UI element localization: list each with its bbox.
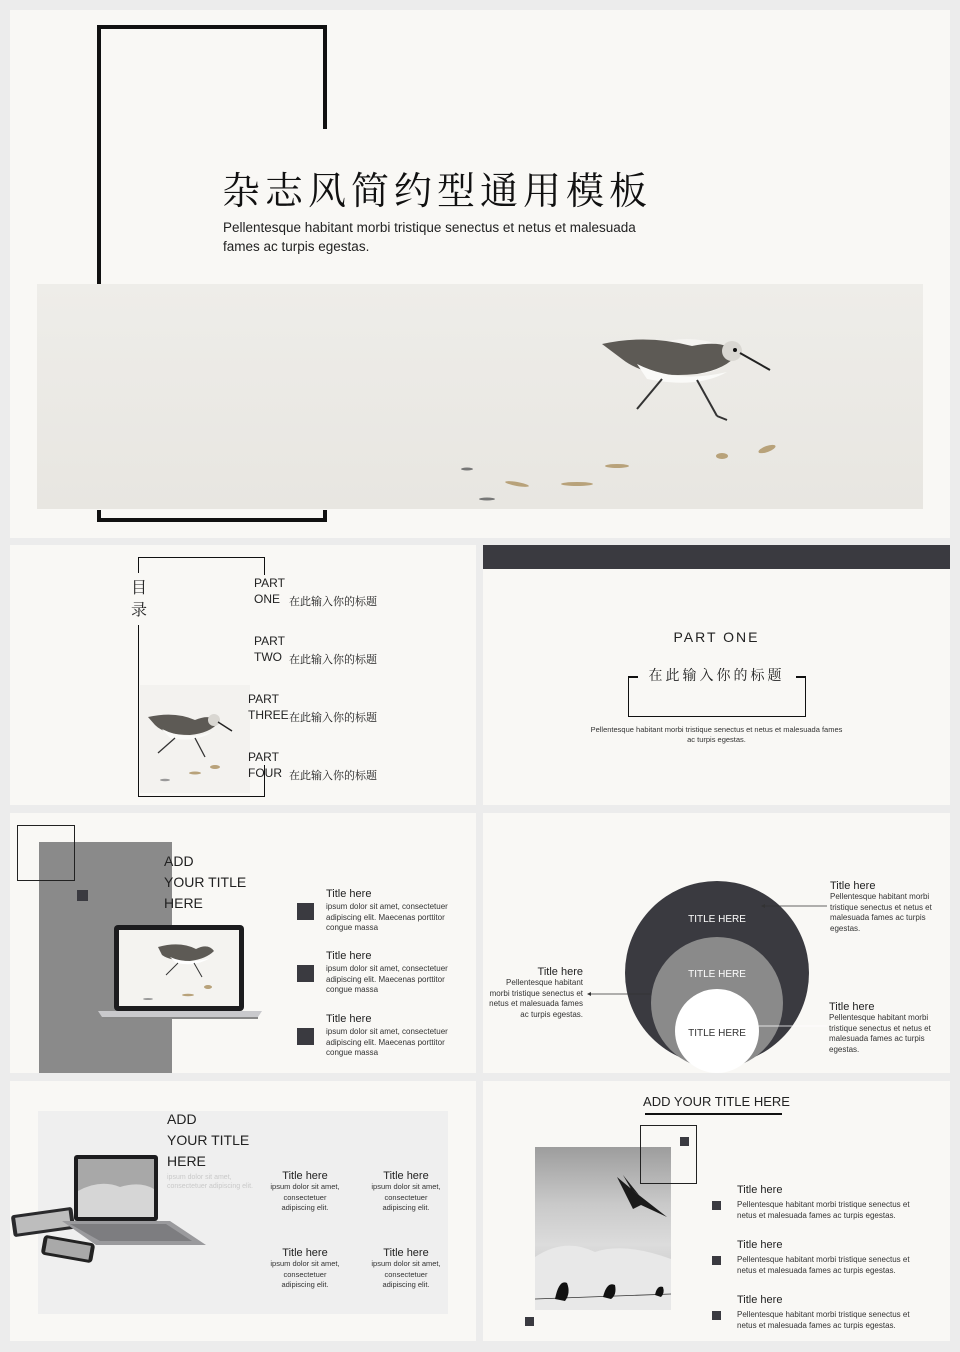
desc-line: adipiscing elit. <box>382 1203 430 1212</box>
desc-line: malesuada fames ac turpis <box>830 913 926 922</box>
bullet-square <box>297 1028 314 1045</box>
birds-heading: ADD YOUR TITLE HERE <box>643 1094 790 1109</box>
laptop-image <box>98 925 262 1021</box>
desc-line: ipsum dolor sit amet, <box>270 1259 340 1268</box>
desc-line: ipsum dolor sit amet, <box>371 1259 441 1268</box>
item-title: Title here <box>829 1001 875 1013</box>
item-desc <box>737 1255 910 1276</box>
desc-line: adipiscing elit. Maecenas porttitor <box>326 912 445 922</box>
item-desc <box>366 1259 446 1291</box>
sandpiper-bird-icon <box>602 339 770 420</box>
desc-line: netus et malesuada fames ac turpis egestas. <box>737 1265 896 1275</box>
desc-line: Pellentesque habitant morbi tristique senectus et <box>737 1255 910 1264</box>
desc-line: tristique senectus et netus et <box>829 1023 931 1033</box>
devices-slide <box>10 1081 476 1341</box>
toc-photo <box>140 685 250 793</box>
item-desc <box>326 964 448 996</box>
desc-line: ipsum dolor sit amet, <box>371 1182 441 1191</box>
heading-line: HERE <box>167 1153 206 1169</box>
toc-part-number: ONE <box>254 592 281 606</box>
desc-line: consectetuer <box>384 1192 428 1202</box>
item-desc <box>326 902 448 934</box>
desc-line: netus et malesuada fames ac turpis egestas. <box>737 1210 896 1220</box>
bullet-square <box>712 1201 721 1210</box>
desc-line: Pellentesque habitant morbi tristique senectus et <box>737 1310 910 1319</box>
heading-line: HERE <box>164 895 203 911</box>
bullet-square <box>297 903 314 920</box>
desc-line: Pellentesque habitant morbi tristique senectus et <box>737 1200 910 1209</box>
desc-line: adipiscing elit. <box>382 1280 430 1289</box>
section-desc-line1: Pellentesque habitant morbi tristique senectus et netus et malesuada fames <box>590 725 843 734</box>
item-desc <box>265 1259 345 1291</box>
toc-part-number: THREE <box>248 708 289 722</box>
toc-part-4 <box>248 749 282 781</box>
cover-subtitle-line2: fames ac turpis egestas. <box>223 239 370 254</box>
item-desc <box>326 1027 448 1059</box>
toc-part-3 <box>248 691 289 723</box>
heading-underline <box>645 1113 782 1115</box>
faint-line: ipsum dolor sit amet, <box>167 1174 232 1181</box>
item-desc <box>483 978 583 1020</box>
outline-square <box>640 1125 697 1184</box>
frame-bracket-top <box>97 25 327 129</box>
item-desc <box>737 1200 910 1221</box>
sandpiper-bird-icon <box>148 714 232 757</box>
sandpiper-photo <box>37 284 923 509</box>
item-title: Title here <box>737 1294 783 1306</box>
item-title: Title here <box>326 1013 372 1025</box>
desc-line: ac turpis egestas. <box>520 1009 583 1019</box>
desc-line: consectetuer <box>384 1269 428 1279</box>
devices-faint-text <box>167 1173 253 1191</box>
desc-line: egestas. <box>830 923 861 933</box>
item-desc <box>366 1182 446 1214</box>
bullet-square <box>712 1256 721 1265</box>
bullet-square <box>297 965 314 982</box>
item-title: Title here <box>282 1170 328 1182</box>
frame-bracket-bottom <box>97 510 327 522</box>
laptop-slide <box>10 813 476 1073</box>
desc-line: consectetuer <box>283 1192 327 1202</box>
cover-subtitle-line1: Pellentesque habitant morbi tristique senectus et netus et malesuada <box>223 220 636 235</box>
desc-line: congue massa <box>326 923 379 932</box>
desc-line: adipiscing elit. <box>281 1280 329 1289</box>
desc-line: netus et malesuada fames ac turpis egestas. <box>737 1320 896 1330</box>
desc-line: netus et malesuada fames <box>489 999 583 1008</box>
desc-line: adipiscing elit. <box>281 1203 329 1212</box>
desc-line: egestas. <box>829 1044 860 1054</box>
desc-line: ipsum dolor sit amet, <box>270 1182 340 1191</box>
cover-slide <box>10 10 950 538</box>
item-title: Title here <box>737 1239 783 1251</box>
top-bar <box>483 545 950 569</box>
frame-left-line <box>97 120 101 285</box>
section-part: PART ONE <box>673 629 760 645</box>
toc-slide <box>10 545 476 805</box>
heading-line: YOUR TITLE <box>167 1132 250 1148</box>
toc-part-2 <box>254 633 285 665</box>
desc-line: congue massa <box>326 985 379 994</box>
item-desc <box>265 1182 345 1214</box>
heading-line: ADD <box>167 1111 197 1127</box>
desc-line: consectetuer <box>283 1269 327 1279</box>
desc-line: adipiscing elit. Maecenas porttitor <box>326 974 445 984</box>
item-title: Title here <box>383 1247 429 1259</box>
circle-label-outer: TITLE HERE <box>688 914 746 925</box>
heading-line: ADD <box>164 853 194 869</box>
dark-square-top <box>680 1137 689 1146</box>
heading-line: YOUR TITLE <box>164 874 247 890</box>
toc-item-3-label[interactable]: 在此输入你的标题 <box>289 711 377 724</box>
item-desc <box>830 892 932 934</box>
item-title: Title here <box>282 1247 328 1259</box>
right-bottom-text <box>829 1001 931 1055</box>
grid-item-4 <box>366 1247 446 1291</box>
devices-heading <box>167 1109 249 1172</box>
toc-item-1-label[interactable]: 在此输入你的标题 <box>289 595 377 608</box>
item-title: Title here <box>326 950 372 962</box>
toc-part-number: TWO <box>254 650 282 664</box>
desc-line: Pellentesque habitant <box>506 978 583 987</box>
grid-item-3 <box>265 1247 345 1291</box>
desc-line: ipsum dolor sit amet, consectetuer <box>326 1027 448 1036</box>
footprints-icon <box>461 443 776 500</box>
toc-item-4-label[interactable]: 在此输入你的标题 <box>289 769 377 782</box>
desc-line: malesuada fames ac turpis <box>829 1034 925 1043</box>
desc-line: tristique senectus et netus et <box>830 902 932 912</box>
outline-square <box>17 825 75 881</box>
birds-slide <box>483 1081 950 1341</box>
right-top-text <box>830 880 932 934</box>
bullet-square <box>712 1311 721 1320</box>
circles-slide <box>483 813 950 1073</box>
desc-line: ipsum dolor sit amet, consectetuer <box>326 902 448 911</box>
toc-part-label: PART <box>254 634 285 648</box>
item-title: Title here <box>830 880 876 892</box>
desc-line: congue massa <box>326 1048 379 1057</box>
faint-line: consectetuer adipiscing elit. <box>167 1183 253 1190</box>
left-text <box>483 966 583 1020</box>
toc-part-number: FOUR <box>248 766 282 780</box>
desc-line: adipiscing elit. Maecenas porttitor <box>326 1037 445 1047</box>
section-slide <box>483 545 950 805</box>
dark-square-bottom <box>525 1317 534 1326</box>
item-desc <box>829 1013 931 1055</box>
circle-label-inner: TITLE HERE <box>688 1028 746 1039</box>
cover-title: 杂志风简约型通用模板 <box>222 169 653 213</box>
grid-item-1 <box>265 1170 345 1214</box>
item-title: Title here <box>383 1170 429 1182</box>
desc-line: ipsum dolor sit amet, consectetuer <box>326 964 448 973</box>
toc-item-2-label[interactable]: 在此输入你的标题 <box>289 653 377 666</box>
dark-square <box>77 890 88 901</box>
section-desc-line2: ac turpis egestas. <box>687 735 746 744</box>
laptop-icon <box>98 925 262 1021</box>
toc-part-label: PART <box>254 576 285 590</box>
item-title: Title here <box>537 966 583 978</box>
desc-line: Pellentesque habitant morbi <box>829 1013 929 1022</box>
toc-part-1 <box>254 575 285 607</box>
laptop-heading <box>164 851 246 914</box>
circle-label-middle: TITLE HERE <box>688 969 746 980</box>
item-desc <box>737 1310 910 1331</box>
toc-part-label: PART <box>248 692 279 706</box>
toc-heading <box>131 577 151 621</box>
grid-item-2 <box>366 1170 446 1214</box>
item-title: Title here <box>326 888 372 900</box>
toc-part-label: PART <box>248 750 279 764</box>
section-title: 在此输入你的标题 <box>648 668 785 684</box>
desc-line: morbi tristique senectus et <box>489 988 583 998</box>
desc-line: Pellentesque habitant morbi <box>830 892 930 901</box>
item-title: Title here <box>737 1184 783 1196</box>
toc-heading-text: 目 录 <box>131 578 148 619</box>
